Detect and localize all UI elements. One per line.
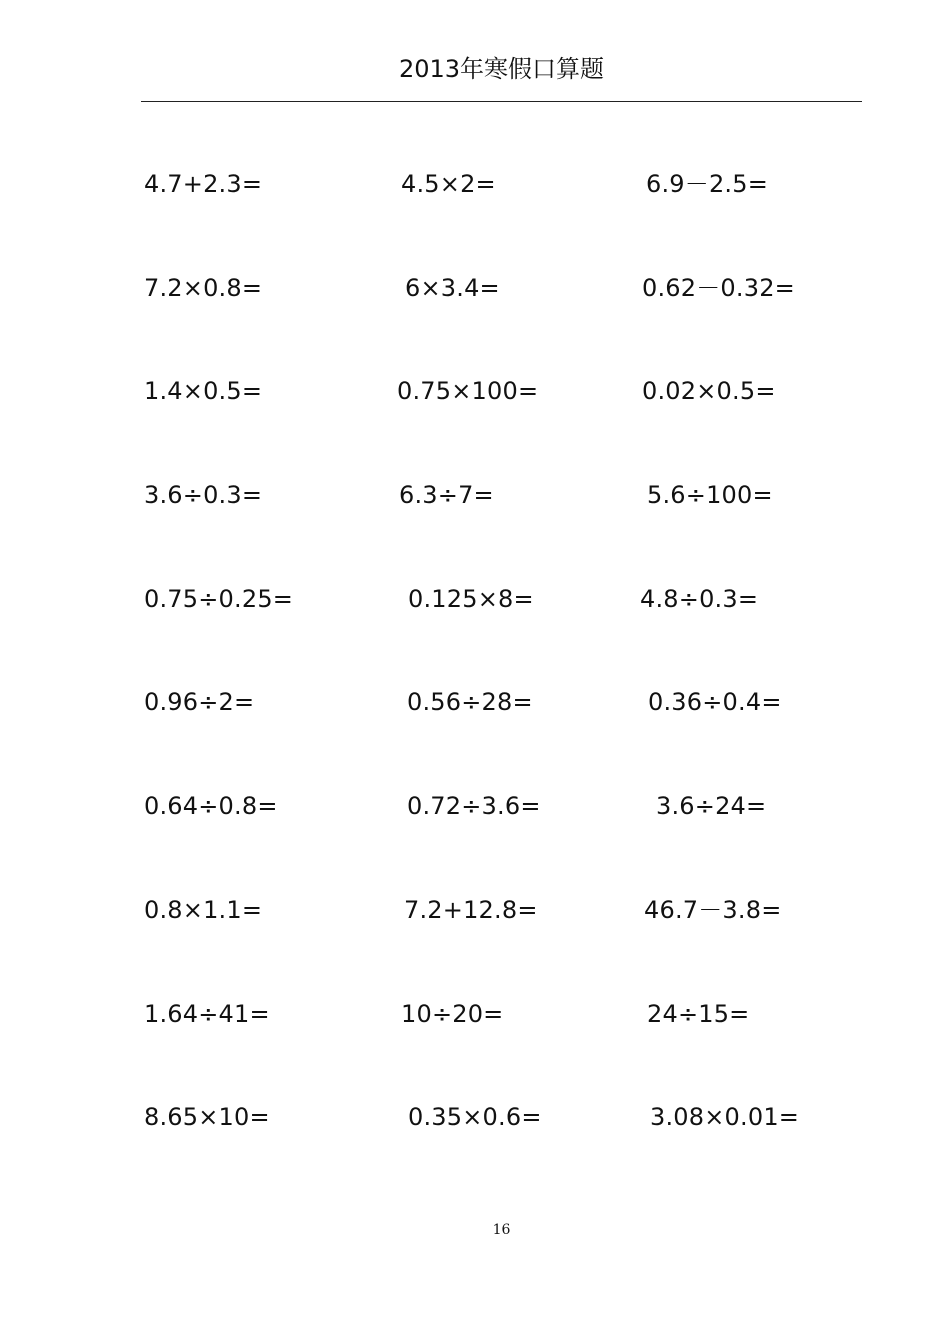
problem-item: 0.96÷2= xyxy=(144,688,255,716)
problem-item: 4.5×2= xyxy=(401,170,496,198)
problem-item: 7.2+12.8= xyxy=(404,896,538,924)
problem-item: 0.36÷0.4= xyxy=(648,688,782,716)
problem-item: 1.64÷41= xyxy=(144,1000,270,1028)
problem-item: 6.3÷7= xyxy=(399,481,494,509)
page-number: 16 xyxy=(492,1222,511,1238)
problem-item: 0.64÷0.8= xyxy=(144,792,278,820)
problem-item: 3.6÷0.3= xyxy=(144,481,263,509)
problem-item: 5.6÷100= xyxy=(647,481,773,509)
problem-item: 6×3.4= xyxy=(405,274,500,302)
problem-item: 3.6÷24= xyxy=(656,792,767,820)
problem-item: 0.02×0.5= xyxy=(642,377,776,405)
page-title: 2013年寒假口算题 xyxy=(398,55,605,83)
problem-item: 46.7－3.8= xyxy=(644,896,782,924)
problem-item: 10÷20= xyxy=(401,1000,504,1028)
problem-item: 8.65×10= xyxy=(144,1103,270,1131)
problem-item: 7.2×0.8= xyxy=(144,274,263,302)
problem-item: 0.72÷3.6= xyxy=(407,792,541,820)
problem-item: 0.75×100= xyxy=(397,377,539,405)
problem-item: 24÷15= xyxy=(647,1000,750,1028)
problem-item: 0.8×1.1= xyxy=(144,896,263,924)
problem-item: 3.08×0.01= xyxy=(650,1103,800,1131)
problem-item: 4.8÷0.3= xyxy=(640,585,759,613)
problem-item: 4.7+2.3= xyxy=(144,170,263,198)
problem-item: 1.4×0.5= xyxy=(144,377,263,405)
problem-item: 6.9－2.5= xyxy=(646,170,769,198)
problem-item: 0.62－0.32= xyxy=(642,274,795,302)
problem-item: 0.75÷0.25= xyxy=(144,585,294,613)
problem-item: 0.125×8= xyxy=(408,585,534,613)
problem-item: 0.56÷28= xyxy=(407,688,533,716)
problem-item: 0.35×0.6= xyxy=(408,1103,542,1131)
